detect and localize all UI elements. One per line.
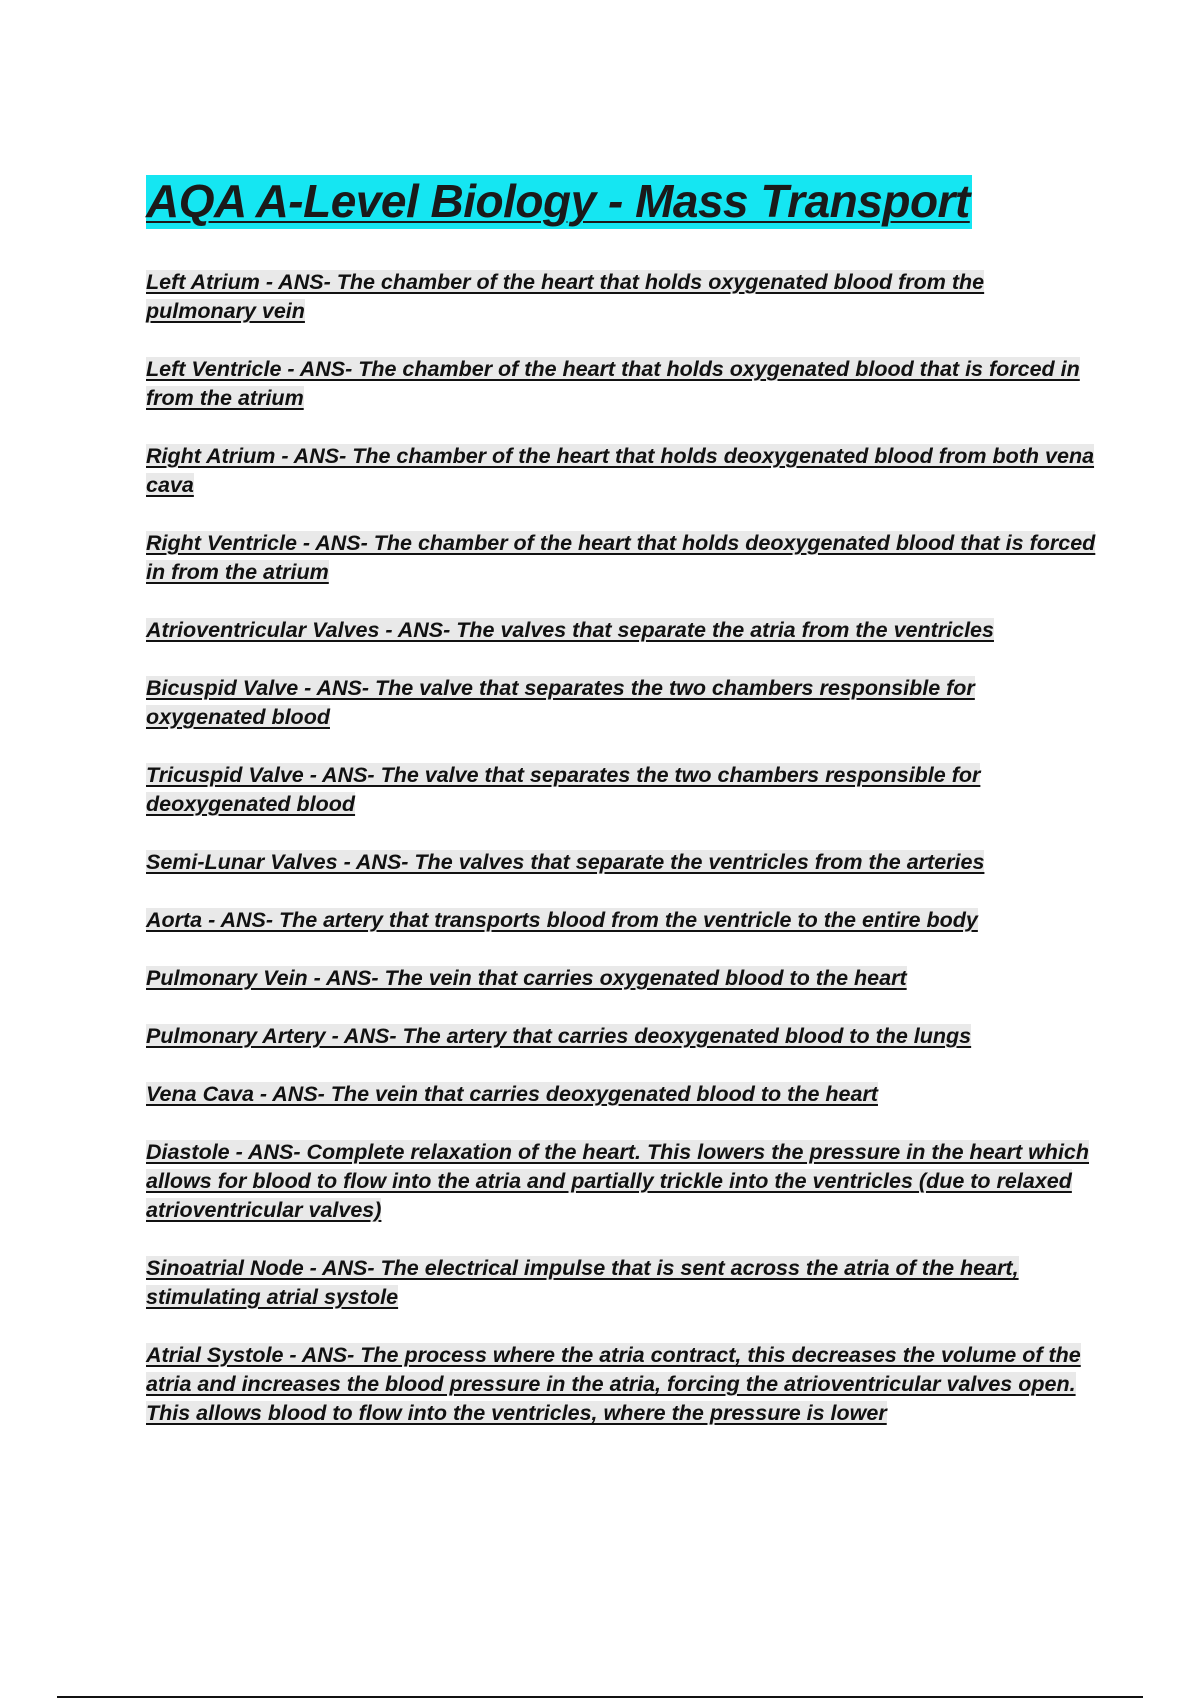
glossary-list [146,268,1096,1457]
glossary-entry-text: Bicuspid Valve - ANS- The valve that separates the two chambers responsible for oxygenated blood [146,676,975,729]
glossary-entry [146,442,1096,500]
glossary-entry-text: Right Atrium - ANS- The chamber of the heart that holds deoxygenated blood from both vena cava [146,444,1095,497]
glossary-entry-text: Pulmonary Artery - ANS- The artery that carries deoxygenated blood to the lungs [146,1024,972,1048]
glossary-entry [146,529,1096,587]
glossary-entry-text: Tricuspid Valve - ANS- The valve that separates the two chambers responsible for deoxygenated blood [146,763,981,816]
glossary-entry-text: Left Ventricle - ANS- The chamber of the heart that holds oxygenated blood that is forced in from the atrium [146,357,1080,410]
glossary-entry [146,1341,1096,1428]
glossary-entry [146,964,1096,993]
page-title [146,174,972,228]
glossary-entry [146,616,1096,645]
glossary-entry-text: Pulmonary Vein - ANS- The vein that carries oxygenated blood to the heart [146,966,907,990]
page-title-text: AQA A-Level Biology - Mass Transport [146,175,970,227]
glossary-entry [146,761,1096,819]
glossary-entry-text: Vena Cava - ANS- The vein that carries deoxygenated blood to the heart [146,1082,878,1106]
glossary-entry [146,1254,1096,1312]
glossary-entry [146,268,1096,326]
glossary-entry [146,674,1096,732]
glossary-entry-text: Aorta - ANS- The artery that transports blood from the ventricle to the entire body [146,908,978,932]
footer-divider [57,1696,1143,1698]
glossary-entry [146,355,1096,413]
glossary-entry [146,1022,1096,1051]
glossary-entry [146,848,1096,877]
glossary-entry-text: Semi-Lunar Valves - ANS- The valves that separate the ventricles from the arteries [146,850,985,874]
glossary-entry [146,1138,1096,1225]
glossary-entry-text: Sinoatrial Node - ANS- The electrical impulse that is sent across the atria of the heart, stimulating atrial systole [146,1256,1019,1309]
glossary-entry-text: Atrioventricular Valves - ANS- The valves that separate the atria from the ventricles [146,618,994,642]
glossary-entry [146,906,1096,935]
glossary-entry-text: Diastole - ANS- Complete relaxation of the heart. This lowers the pressure in the heart which allows for blood to flow into the atria and partially trickle into the ventricles (due to relaxed atrioventricular valves) [146,1140,1090,1222]
glossary-entry-text: Right Ventricle - ANS- The chamber of the heart that holds deoxygenated blood that is forced in from the atrium [146,531,1096,584]
glossary-entry-text: Left Atrium - ANS- The chamber of the heart that holds oxygenated blood from the pulmonary vein [146,270,985,323]
glossary-entry [146,1080,1096,1109]
glossary-entry-text: Atrial Systole - ANS- The process where the atria contract, this decreases the volume of the atria and increases the blood pressure in the atria, forcing the atrioventricular valves open. This allows blood to flow into the ventricles, where the pressure is lower [146,1343,1081,1425]
